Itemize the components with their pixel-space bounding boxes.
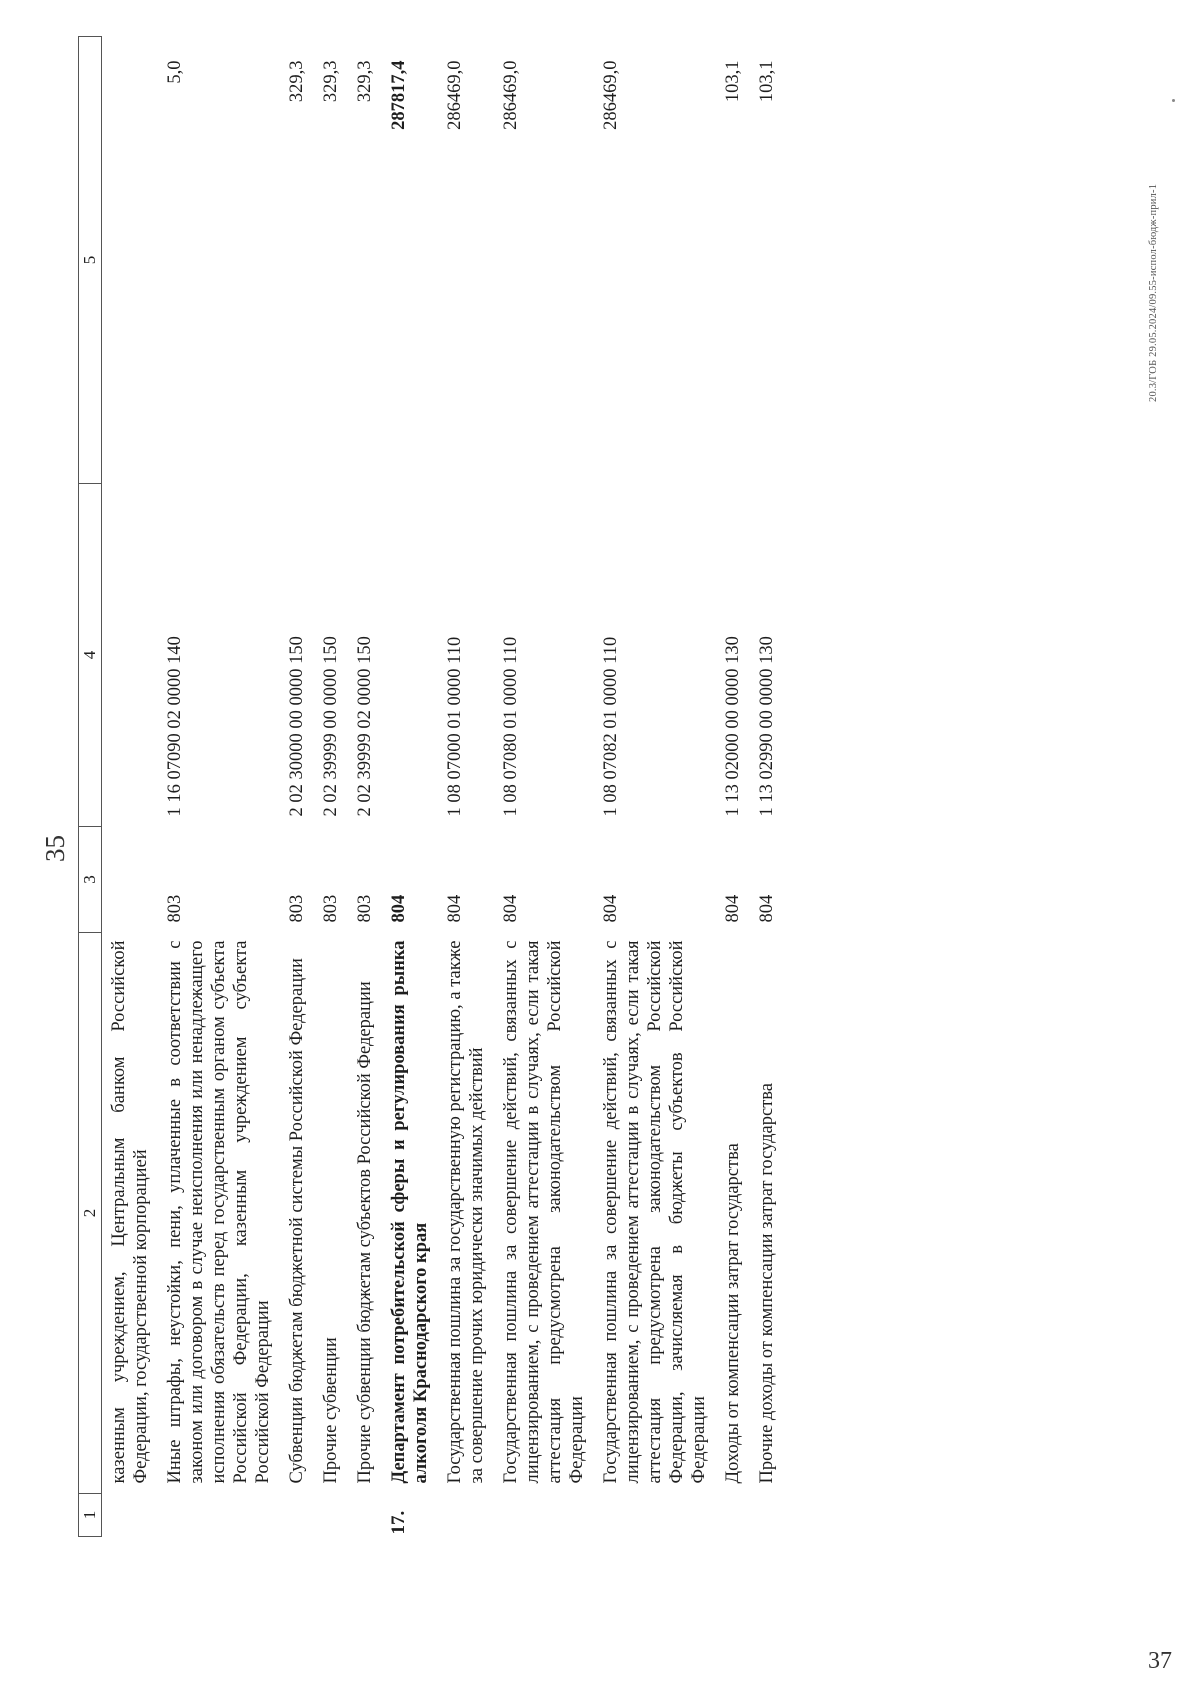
row-number xyxy=(314,1494,348,1537)
row-classification-code: 1 08 07082 01 0000 110 xyxy=(601,636,621,817)
table-row xyxy=(438,37,494,1537)
row-description: Государственная пошлина за государственную регистрацию, а также за совершение прочих юридически значимых действий xyxy=(445,940,487,1484)
page-number: 35 xyxy=(40,835,70,862)
row-amount xyxy=(102,37,159,484)
row-admin-code: 803 xyxy=(321,894,341,923)
row-classification-code: 1 13 02000 00 0000 130 xyxy=(723,636,743,817)
scan-speck xyxy=(1172,99,1175,102)
row-number xyxy=(102,1494,159,1537)
row-description: Департамент потребительской сферы и регулирования рынка алкоголя Краснодарского края xyxy=(389,940,431,1484)
row-classification-code: 1 13 02990 00 0000 130 xyxy=(757,636,777,817)
sheet-number: 37 xyxy=(1148,1648,1172,1674)
row-number xyxy=(438,1494,494,1537)
row-classification-code: 2 02 30000 00 0000 150 xyxy=(287,636,307,817)
table-row xyxy=(716,37,750,1537)
row-number xyxy=(280,1494,314,1537)
row-classification-code: 2 02 39999 00 0000 150 xyxy=(321,636,341,817)
row-admin-code: 804 xyxy=(601,894,621,923)
row-admin-code: 804 xyxy=(723,894,743,923)
row-number: 17. xyxy=(388,1510,409,1535)
row-amount: 286469,0 xyxy=(445,60,465,130)
row-description: Субвенции бюджетам бюджетной системы Российской Федерации xyxy=(287,958,307,1484)
footer-reference: 20.3/ГОБ 29.05.2024/09.55-испол-бюдж-прил-1 xyxy=(1148,183,1159,402)
row-admin-code: 804 xyxy=(757,894,777,923)
row-admin-code: 804 xyxy=(389,894,409,923)
row-description: Прочие субвенции xyxy=(321,1337,341,1484)
table-row xyxy=(494,37,594,1537)
row-classification-code xyxy=(382,484,438,827)
row-number xyxy=(594,1494,716,1537)
row-admin-code xyxy=(102,827,159,933)
row-classification-code: 2 02 39999 02 0000 150 xyxy=(355,636,375,817)
header-row xyxy=(79,37,102,1537)
row-description: Государственная пошлина за совершение действий, связанных с лицензированием, с проведением аттестации в случаях, если такая аттестация предусмотрена законодательством Российской Федерации, зачисляемая в бюджеты субъектов Российской Федерации xyxy=(601,940,709,1484)
header-cell-2: 2 xyxy=(79,933,102,1494)
row-number xyxy=(494,1494,594,1537)
row-description: Иные штрафы, неустойки, пени, уплаченные в соответствии с законом или договором в случае неисполнения или ненадлежащего исполнения обязательств перед государственным органом субъекта Российской Федерации, казенным учреждением субъекта Российской Федерации xyxy=(165,940,273,1484)
row-amount: 287817,4 xyxy=(389,60,409,130)
row-description: Прочие доходы от компенсации затрат государства xyxy=(757,1082,777,1484)
table-row xyxy=(280,37,314,1537)
table-body xyxy=(102,37,785,1537)
table-row xyxy=(102,37,159,1537)
header-cell-3: 3 xyxy=(79,827,102,933)
row-admin-code: 803 xyxy=(355,894,375,923)
row-admin-code: 803 xyxy=(287,894,307,923)
header-cell-4: 4 xyxy=(79,484,102,827)
table-row xyxy=(348,37,382,1537)
table-row xyxy=(314,37,348,1537)
header-cell-1: 1 xyxy=(79,1494,102,1537)
row-description: Прочие субвенции бюджетам субъектов Российской Федерации xyxy=(355,981,375,1484)
table-row xyxy=(594,37,716,1537)
row-classification-code: 1 08 07000 01 0000 110 xyxy=(445,636,465,817)
table-row xyxy=(382,37,438,1537)
row-number xyxy=(750,1494,784,1537)
row-amount: 103,1 xyxy=(723,60,743,103)
row-amount: 286469,0 xyxy=(601,60,621,130)
row-number xyxy=(348,1494,382,1537)
table-header xyxy=(79,37,102,1537)
table-row xyxy=(158,37,280,1537)
row-amount: 286469,0 xyxy=(501,60,521,130)
row-number xyxy=(716,1494,750,1537)
row-admin-code: 803 xyxy=(165,894,185,923)
table-row xyxy=(750,37,784,1537)
row-amount: 5,0 xyxy=(165,60,185,84)
row-amount: 329,3 xyxy=(287,60,307,103)
row-classification-code xyxy=(102,484,159,827)
row-classification-code: 1 16 07090 02 0000 140 xyxy=(165,636,185,817)
row-admin-code: 804 xyxy=(445,894,465,923)
row-amount: 103,1 xyxy=(757,60,777,103)
budget-table xyxy=(78,36,784,1537)
row-description: Доходы от компенсации затрат государства xyxy=(723,1143,743,1484)
row-amount: 329,3 xyxy=(321,60,341,103)
row-number xyxy=(158,1494,280,1537)
row-admin-code: 804 xyxy=(501,894,521,923)
header-cell-5: 5 xyxy=(79,37,102,484)
row-amount: 329,3 xyxy=(355,60,375,103)
row-description: Государственная пошлина за совершение действий, связанных с лицензированием, с проведением аттестации в случаях, если такая аттестация предусмотрена законодательством Российской Федерации xyxy=(501,940,587,1484)
row-classification-code: 1 08 07080 01 0000 110 xyxy=(501,636,521,817)
row-description: казенным учреждением, Центральным банком Российской Федерации, государственной корпорацией xyxy=(109,940,151,1484)
